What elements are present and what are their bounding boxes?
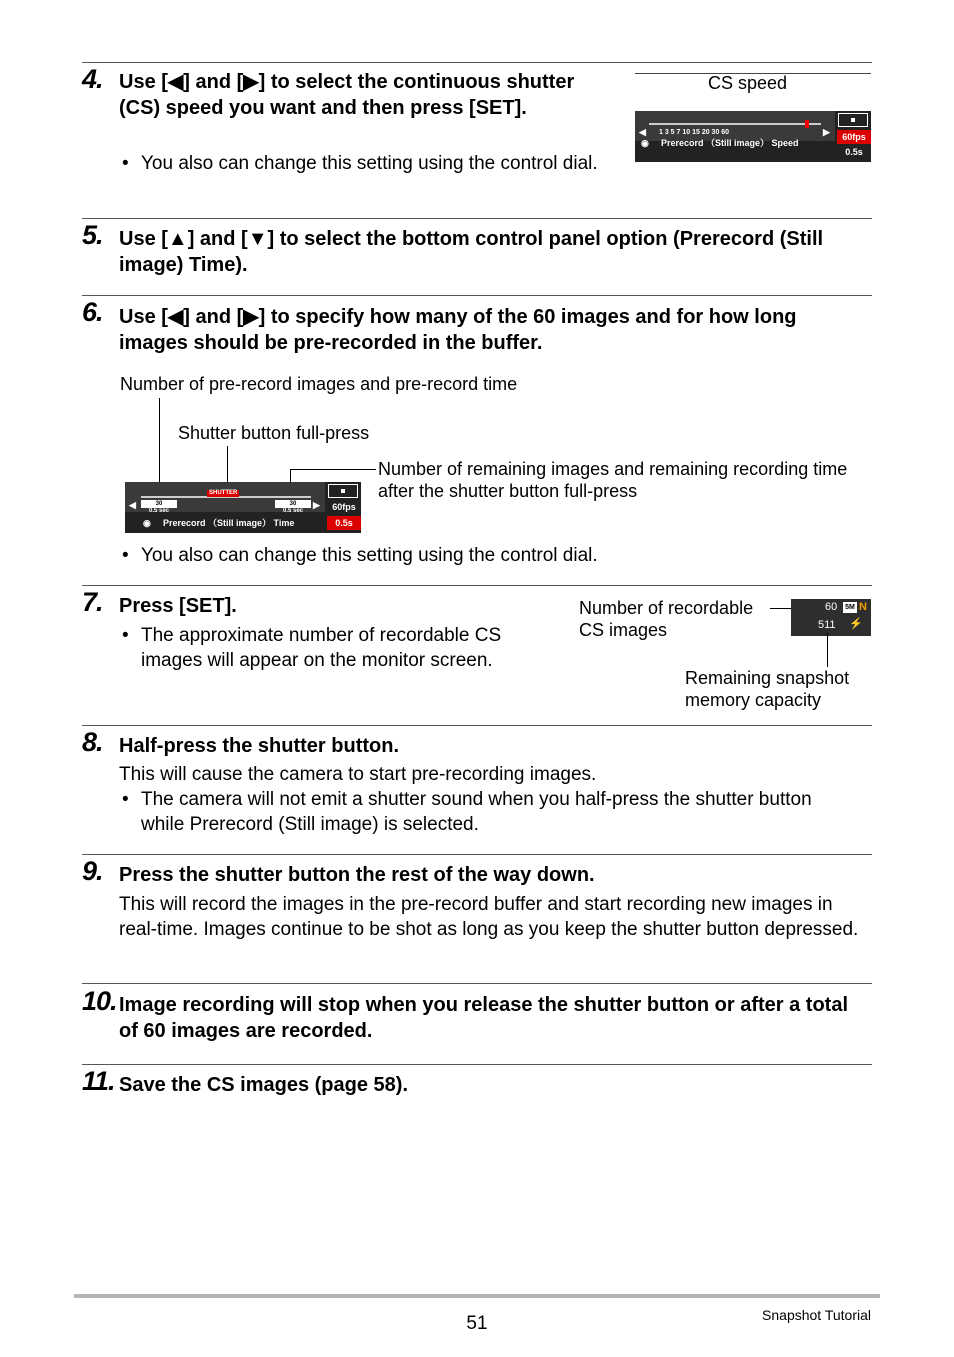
step-heading: Image recording will stop when you release the shutter button or after a total of 60 images are recorded. xyxy=(119,994,849,1042)
divider xyxy=(82,983,872,984)
cs-speed-label: CS speed xyxy=(708,73,788,93)
step-bullet: • The approximate number of recordable CS images will appear on the monitor screen. xyxy=(119,623,521,673)
panel-option-label: Prerecord （Still image） Time xyxy=(163,518,295,528)
step-number: 8. xyxy=(82,727,103,757)
step-number: 9. xyxy=(82,856,103,886)
divider xyxy=(82,585,872,586)
left-arrow-icon: ◀ xyxy=(639,127,646,137)
fps-badge: 60fps xyxy=(837,130,871,144)
focus-icon xyxy=(328,484,358,498)
step-heading: Save the CS images (page 58). xyxy=(119,1074,409,1096)
footer-bar xyxy=(74,1294,880,1298)
step-body: This will record the images in the pre-record buffer and start recording new images in real-time. Images continue to be shot as long as you keep the shutter button depressed. xyxy=(119,894,859,940)
camera-screen xyxy=(791,599,871,636)
camera-screen xyxy=(635,111,871,162)
camera-mode-icon: ◉ xyxy=(143,518,151,528)
step-heading: Press the shutter button the rest of the way down. xyxy=(119,864,595,886)
shutter-mark: SHUTTER xyxy=(209,490,238,496)
pre-record-count: 30 xyxy=(141,500,177,508)
count-time-label: Number of pre-record images and pre-record time xyxy=(120,374,518,394)
focus-icon xyxy=(838,113,868,127)
divider xyxy=(82,295,872,296)
step-bullet: • The camera will not emit a shutter sound when you half-press the shutter button while Prerecord (Still image) is selected. xyxy=(119,787,851,837)
camera-mode-icon: ◉ xyxy=(641,138,649,148)
step-heading: Use [▲] and [▼] to select the bottom control panel option (Prerecord (Still image) Time). xyxy=(119,228,824,276)
speed-scale: 1 3 5 7 10 15 20 30 60 xyxy=(659,129,730,136)
step-number: 6. xyxy=(82,297,103,327)
section-name: Snapshot Tutorial xyxy=(762,1307,871,1323)
divider xyxy=(82,1064,872,1065)
left-arrow-icon: ◀ xyxy=(129,500,136,510)
step-heading: Use [◀] and [▶] to select the continuous shutter (CS) speed you want and then press [SET]. xyxy=(119,71,575,119)
remaining-label: Number of remaining images and remaining recording time after the shutter button full-press xyxy=(378,459,848,501)
step-number: 7. xyxy=(82,587,103,617)
time-value: 0.5s xyxy=(845,147,863,157)
flash-icon: ⚡ xyxy=(849,618,863,630)
step-number: 11. xyxy=(82,1066,115,1096)
step-body: This will cause the camera to start pre-recording images. xyxy=(119,764,597,785)
time-badge: 0.5s xyxy=(327,516,361,530)
right-arrow-icon: ▶ xyxy=(313,500,320,510)
step-number: 4. xyxy=(82,64,103,94)
remaining-count: 30 xyxy=(275,500,311,508)
pre-record-time: 0.5 sec xyxy=(148,508,170,514)
step-heading: Half-press the shutter button. xyxy=(119,735,400,757)
step-number: 5. xyxy=(82,220,103,250)
snapshot-count: 511 xyxy=(818,619,836,631)
step-number: 10. xyxy=(82,986,117,1016)
step-heading: Press [SET]. xyxy=(119,595,237,617)
speed-marker xyxy=(805,120,809,128)
remaining-capacity-label: Remaining snapshot memory capacity xyxy=(685,668,850,710)
page-number: 51 xyxy=(466,1313,488,1334)
divider xyxy=(82,854,872,855)
divider xyxy=(82,725,872,726)
recordable-label: Number of recordable CS images xyxy=(579,598,754,640)
remaining-time: 0.5 sec xyxy=(282,508,304,514)
quality-icon: N xyxy=(859,601,867,613)
right-arrow-icon: ▶ xyxy=(823,127,830,137)
image-size-icon: 5M xyxy=(843,602,857,613)
camera-screen xyxy=(125,482,361,533)
divider xyxy=(82,218,872,219)
full-press-label: Shutter button full-press xyxy=(178,423,370,443)
step-heading: Use [◀] and [▶] to specify how many of the 60 images and for how long images should be pre-recorded in the buffer. xyxy=(119,306,797,354)
step-bullet: • You also can change this setting using the control dial. xyxy=(119,543,881,568)
fps-value: 60fps xyxy=(332,502,356,512)
panel-option-label: Prerecord （Still image） Speed xyxy=(661,138,799,148)
speed-slider xyxy=(649,123,821,125)
step-bullet: • You also can change this setting using the control dial. xyxy=(119,151,611,176)
divider xyxy=(82,62,872,63)
cs-count: 60 xyxy=(825,601,838,613)
